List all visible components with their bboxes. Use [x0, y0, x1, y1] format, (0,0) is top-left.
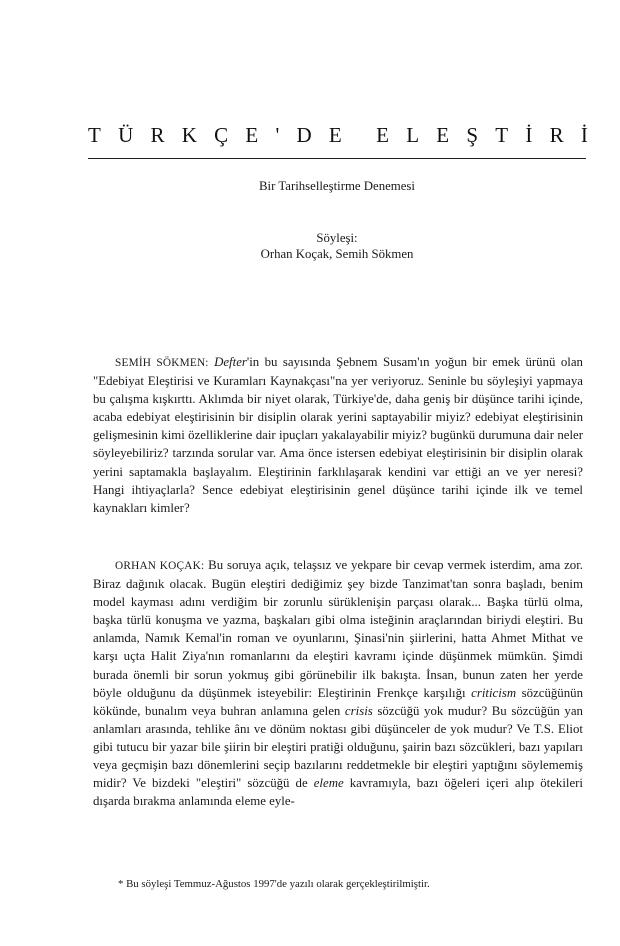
- authors-line: Orhan Koçak, Semih Sökmen: [260, 247, 414, 261]
- title-letter: D: [296, 123, 312, 147]
- paragraph-text: kavramıyla, bazı öğeleri içeri alıp ötekileri dışarda bırakma anlamında eleme eyle-: [93, 776, 583, 809]
- title-letter: Ş: [466, 123, 479, 147]
- page-title: [88, 120, 588, 150]
- paragraph-text: 'in bu sayısında Şebnem Susam'ın yoğun bir emek ürünü olan "Edebiyat Eleştirisi ve Kuramları Kaynakçası"na yer veriyoruz. Seninle bu söyleşiyi yapmaya bu çalışma kışkırttı. Aklımda bir niyet olarak, Türkiye'de, daha geniş bir düşünce tarihi içinde, acaba edebiyat eleştirisinin bir disiplin olarak yerini saptayabilir miyiz? edebiyat eleştirisinin gelişmesinin kimi özelliklerine dair ipuçları yakalayabilir miyiz? bugünkü durumuna dair neler söyleyebiliriz? tarzında sorular var. Ama önce istersen edebiyat eleştirisinin bir disiplin olarak yerini saptamakla başlayalım. Eleştirinin farklılaşarak kendini var ettiği an ve yer neresi? Hangi ihtiyaçlarla? Sence edebiyat eleştirisinin genel düşünce tarihi içinde ilk ve temel kaynakları kimler?: [93, 355, 583, 515]
- italic-crisis: crisis: [344, 703, 373, 718]
- title-letter: T: [495, 123, 509, 147]
- title-letter: K: [181, 123, 197, 147]
- paragraph-text: Bu soruya açık, telaşsız ve yekpare bir cevap vermek isterdim, ama zor. Biraz dağınık olacak. Bugün eleştiri dediğimiz şey bizde Tanzimat'tan sonra başladı, benim model kayması adını verdiğim bir zorunlu sürüklenişin parçası olarak... Başka türlü olma, başka türlü konuşma ve yazma, başkaları gibi olma isteğinin araçlarından biriydi eleştiri. Bu anlamda, Namık Kemal'in roman ve oyunlarını, Şinasi'nin şiirlerini, hatta Ahmet Mithat ve karşı uçta Halit Ziya'nın romanlarını da eleştiri kavramı içinde düşünmek mümkün. Şimdi burada önemli bir sorun yokmuş gibi görünebilir ilk bakışta. İnsan, bunun zaten her yerde böyle olduğunu da düşünmek isteyebilir: Eleştirinin Frenkçe karşılığı: [93, 558, 583, 700]
- italic-criticism: criticism: [471, 685, 517, 700]
- speaker-name: SEMİH SÖKMEN:: [115, 357, 209, 369]
- paragraph-text: sözcüğünün kökünde, bunalım veya buhran anlamına gelen: [93, 685, 583, 718]
- title-letter: L: [406, 123, 420, 147]
- title-divider: [88, 158, 586, 159]
- title-letter: R: [549, 123, 564, 147]
- speaker-name: ORHAN KOÇAK:: [115, 560, 205, 572]
- title-letter: ': [275, 123, 280, 147]
- title-letter: E: [328, 123, 342, 147]
- title-letter: E: [436, 123, 450, 147]
- paragraph-orhan: [93, 556, 583, 810]
- title-letter: E: [245, 123, 259, 147]
- subtitle: Bir Tarihselleştirme Denemesi: [259, 179, 415, 193]
- title-letter: T: [88, 123, 101, 147]
- title-letter: R: [150, 123, 165, 147]
- interview-label: Söyleşi:: [316, 231, 358, 245]
- title-letter: Ü: [118, 123, 134, 147]
- italic-defter: Defter: [214, 355, 247, 369]
- footnote: * Bu söyleşi Temmuz-Ağustos 1997'de yazılı olarak gerçekleştirilmiştir.: [118, 878, 430, 890]
- title-letter: E: [376, 123, 389, 147]
- title-letter: İ: [525, 123, 533, 147]
- paragraph-text: sözcüğü yok mudur? Bu sözcüğün yan anlamları arasında, tehlike ânı ve dönüm noktası gibi düşünceler de yok mudur? Ve T.S. Eliot gibi tutucu bir yazar bile şiirin bir eleştiri pratiği olduğunu, şairin bazı sözcükleri, bazı yapıları veya geçmişin bazı dönemlerini seçip bazılarını reddetmekle bir eleştiri yaptığını söylememiş midir? Ve bizdeki "eleştiri" sözcüğü de: [93, 703, 583, 791]
- title-letter: İ: [580, 123, 588, 147]
- paragraph-semih: [93, 353, 583, 517]
- italic-eleme: eleme: [313, 776, 344, 791]
- title-letter: Ç: [214, 123, 229, 147]
